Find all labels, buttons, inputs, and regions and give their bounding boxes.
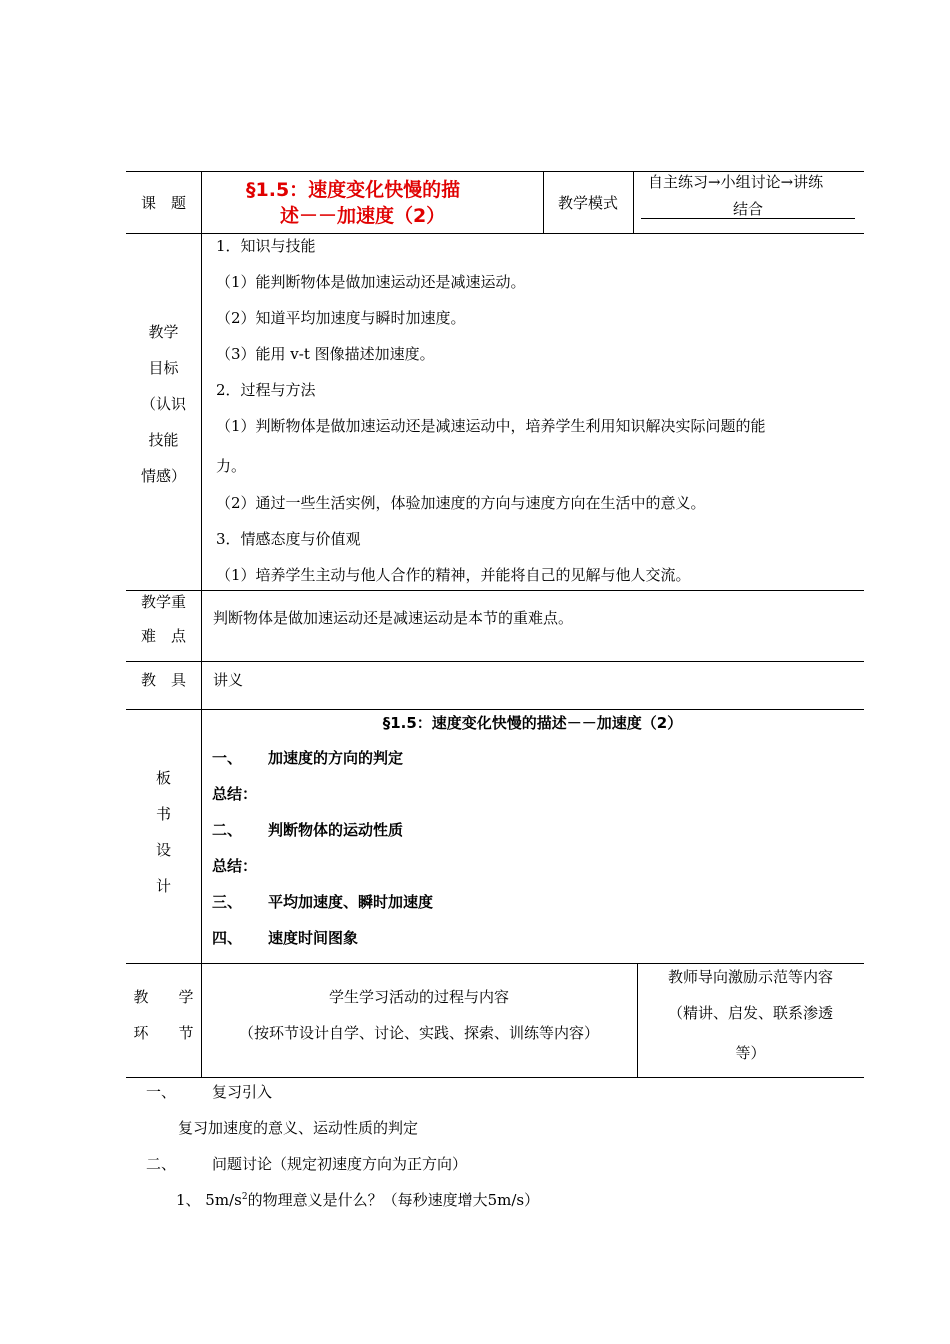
row-divider-header	[126, 233, 864, 234]
label-key-points-line2: 难 点	[140, 627, 186, 645]
label-teaching-process-line1: 教 学	[133, 988, 194, 1006]
student-activity-note: （按环节设计自学、讨论、实践、探索、训练等内容）	[238, 1024, 599, 1042]
row-divider-goals	[126, 590, 864, 591]
board-title: §1.5：速度变化快慢的描述－－加速度（2）	[382, 714, 683, 732]
lesson-title-line1: §1.5：速度变化快慢的描	[246, 179, 461, 201]
question-1	[176, 1190, 539, 1210]
label-topic: 课 题	[140, 194, 186, 212]
goal-item: （2）通过一些生活实例，体验加速度的方向与速度方向在生活中的意义。	[216, 494, 706, 512]
goals-label-line: （认识	[140, 395, 186, 413]
col-divider-mode	[633, 171, 634, 233]
question-1-prefix: 1、 5m/s	[176, 1191, 242, 1209]
board-item	[212, 748, 403, 768]
goal-item: 3．情感态度与价值观	[216, 530, 361, 548]
label-teaching-tools: 教 具	[140, 671, 186, 689]
label-key-points-line1: 教学重	[140, 593, 186, 611]
label-board-design	[126, 760, 201, 904]
board-item-number: 总结：	[212, 785, 258, 803]
teacher-guidance-heading: 教师导向激励示范等内容	[667, 968, 833, 986]
board-item-text: 速度时间图象	[268, 929, 359, 947]
teaching-mode-line2: 结合	[732, 200, 763, 218]
lesson-title-line2: 述－－加速度（2）	[280, 205, 446, 227]
section-review-number: 一、	[146, 1083, 177, 1101]
row-divider-keypoints	[126, 661, 864, 662]
board-item-number: 总结：	[212, 857, 258, 875]
board-item	[212, 820, 403, 840]
goal-item: （1）判断物体是做加速运动还是减速运动中，培养学生利用知识解决实际问题的能	[216, 417, 766, 435]
board-item	[212, 856, 257, 876]
board-item	[212, 928, 358, 948]
teaching-tools-text: 讲义	[213, 671, 244, 689]
question-1-exponent: 2	[241, 1192, 248, 1202]
goals-label-line: 技能	[148, 431, 179, 449]
board-item-number: 三、	[212, 893, 243, 911]
board-item-number: 二、	[212, 821, 243, 839]
goal-item: （2）知道平均加速度与瞬时加速度。	[216, 309, 466, 327]
row-divider-board	[126, 963, 864, 964]
teacher-guidance-note-line2: 等）	[735, 1044, 766, 1062]
board-item-number: 四、	[212, 929, 243, 947]
label-teaching-process-line2: 环 节	[133, 1024, 194, 1042]
board-label-line: 书	[155, 805, 171, 823]
student-activity-heading: 学生学习活动的过程与内容	[328, 988, 509, 1006]
goals-label-line: 目标	[148, 359, 179, 377]
board-label-line: 计	[155, 877, 171, 895]
goal-item: （1）能判断物体是做加速运动还是减速运动。	[216, 273, 526, 291]
section-review-text: 复习加速度的意义、运动性质的判定	[178, 1119, 419, 1137]
goals-label-line: 情感）	[140, 467, 186, 485]
goal-item: （1）培养学生主动与他人合作的精神，并能将自己的见解与他人交流。	[216, 566, 691, 584]
section-review-title: 复习引入	[212, 1083, 273, 1101]
board-item-number: 一、	[212, 749, 243, 767]
board-item-text: 判断物体的运动性质	[268, 821, 404, 839]
section-discussion-number: 二、	[146, 1155, 177, 1173]
question-1-suffix: 的物理意义是什么？（每秒速度增大5m/s）	[247, 1191, 540, 1209]
section-discussion-title: 问题讨论（规定初速度方向为正方向）	[212, 1155, 468, 1173]
key-points-text: 判断物体是做加速运动还是减速运动是本节的重难点。	[213, 609, 574, 627]
board-label-line: 设	[155, 841, 171, 859]
teacher-guidance-note-line1: （精讲、启发、联系渗透	[667, 1004, 833, 1022]
col-divider-label	[201, 171, 202, 1077]
goals-label-line: 教学	[148, 323, 179, 341]
goal-item: 2．过程与方法	[216, 381, 316, 399]
row-divider-tools	[126, 709, 864, 710]
board-item-text: 加速度的方向的判定	[268, 749, 404, 767]
goal-item: 1．知识与技能	[216, 237, 316, 255]
board-item-text: 平均加速度、瞬时加速度	[268, 893, 434, 911]
goal-item: （3）能用 v-t 图像描述加速度。	[216, 345, 435, 363]
board-item	[212, 892, 433, 912]
board-item	[212, 784, 257, 804]
table-border-bottom	[126, 1077, 864, 1078]
label-teaching-mode: 教学模式	[557, 194, 618, 212]
label-teaching-goals	[126, 314, 201, 494]
board-label-line: 板	[155, 769, 171, 787]
teaching-mode-line1: 自主练习→小组讨论→讲练	[648, 173, 824, 191]
goal-item: 力。	[216, 457, 247, 475]
